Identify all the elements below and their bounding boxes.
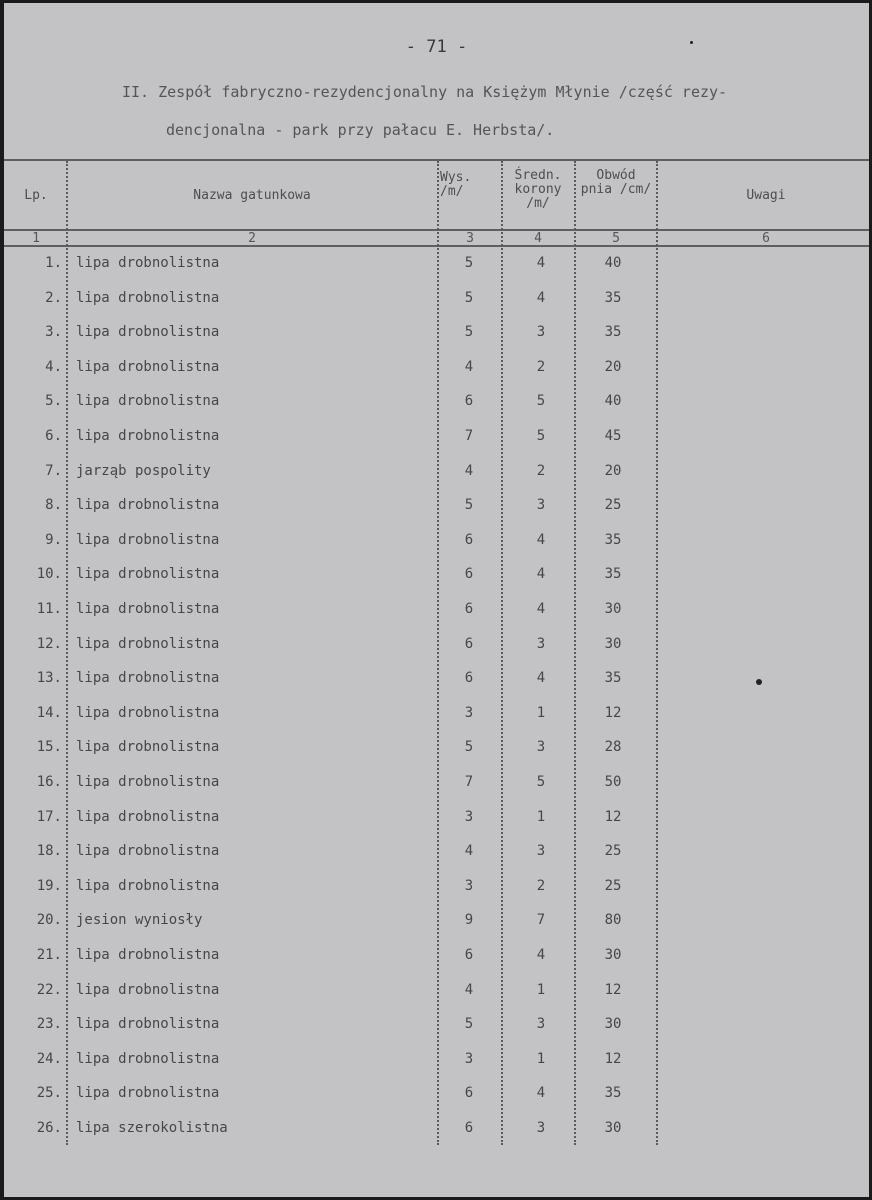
row-number: 13.: [36, 670, 62, 687]
row-number: 17.: [36, 808, 62, 825]
species-name: lipa drobnolistna: [76, 497, 220, 514]
height-value: 6: [464, 393, 474, 410]
crown-value: 4: [536, 601, 546, 617]
crown-value: 2: [536, 462, 546, 479]
circumference-value: 20: [604, 462, 622, 479]
row-number: 4.: [45, 358, 62, 375]
circumference-value: 80: [604, 912, 622, 929]
height-value: 5: [464, 324, 474, 341]
table-row: [4, 359, 869, 393]
circumference-value: 40: [604, 393, 622, 410]
column-number: 4: [534, 231, 542, 246]
crown-value: 3: [536, 635, 546, 652]
circumference-value: 35: [604, 566, 622, 583]
height-value: 5: [464, 497, 474, 514]
table-row: [4, 393, 869, 427]
row-number: 24.: [36, 1050, 62, 1067]
height-value: 9: [464, 912, 474, 929]
row-number: 21.: [36, 947, 62, 963]
table-row: [4, 1120, 869, 1154]
circumference-value: 35: [604, 531, 622, 548]
circumference-value: 12: [604, 704, 622, 721]
species-name: lipa drobnolistna: [76, 393, 220, 410]
height-value: 3: [464, 704, 474, 721]
row-number: 23.: [36, 1016, 62, 1033]
species-name: lipa drobnolistna: [76, 635, 220, 652]
height-value: 5: [464, 289, 474, 306]
row-number: 26.: [36, 1120, 62, 1136]
circumference-value: 12: [604, 808, 622, 825]
table-row: [4, 809, 869, 843]
row-number: 19.: [36, 877, 62, 894]
table-row: [4, 255, 869, 289]
row-number: 18.: [36, 843, 62, 860]
table-row: [4, 1016, 869, 1050]
table-row: [4, 912, 869, 946]
height-value: 6: [464, 1120, 474, 1136]
crown-value: 5: [536, 393, 546, 410]
circumference-value: 28: [604, 739, 622, 756]
circumference-value: 45: [604, 428, 622, 444]
heading-line-2: dencjonalna - park przy pałacu E. Herbsta/.: [166, 121, 555, 139]
species-name: lipa drobnolistna: [76, 358, 220, 375]
column-number: 2: [248, 231, 256, 246]
height-value: 3: [464, 808, 474, 825]
ink-spot: [690, 41, 693, 44]
height-value: 5: [464, 1016, 474, 1033]
column-number: 5: [612, 231, 620, 246]
table-row: [4, 290, 869, 324]
row-number: 22.: [36, 981, 62, 998]
species-name: lipa drobnolistna: [76, 947, 220, 963]
circumference-value: 30: [604, 1120, 622, 1136]
circumference-value: 35: [604, 324, 622, 341]
row-number: 8.: [45, 497, 62, 514]
height-value: 6: [464, 566, 474, 583]
height-value: 6: [464, 947, 474, 963]
row-number: 6.: [45, 428, 62, 444]
species-name: lipa drobnolistna: [76, 981, 220, 998]
crown-value: 5: [536, 428, 546, 444]
crown-value: 7: [536, 912, 546, 929]
crown-value: 1: [536, 808, 546, 825]
row-number: 14.: [36, 704, 62, 721]
species-name: lipa drobnolistna: [76, 739, 220, 756]
table-row: [4, 947, 869, 981]
circumference-value: 20: [604, 358, 622, 375]
circumference-value: 30: [604, 635, 622, 652]
crown-value: 3: [536, 497, 546, 514]
column-number: 6: [762, 231, 770, 246]
species-name: lipa drobnolistna: [76, 877, 220, 894]
height-value: 6: [464, 601, 474, 617]
row-number: 3.: [45, 324, 62, 341]
row-number: 2.: [45, 289, 62, 306]
header-obwod: Obwód pnia /cm/: [580, 168, 652, 197]
height-value: 6: [464, 635, 474, 652]
species-name: lipa drobnolistna: [76, 704, 220, 721]
circumference-value: 35: [604, 1085, 622, 1102]
circumference-value: 35: [604, 670, 622, 687]
circumference-value: 25: [604, 877, 622, 894]
row-number: 10.: [36, 566, 62, 583]
ink-spot: [756, 679, 762, 685]
crown-value: 3: [536, 324, 546, 341]
height-value: 6: [464, 531, 474, 548]
circumference-value: 12: [604, 1050, 622, 1067]
row-number: 16.: [36, 774, 62, 790]
table-row: [4, 739, 869, 773]
table-row: [4, 566, 869, 600]
species-name: lipa szerokolistna: [76, 1120, 228, 1136]
crown-value: 4: [536, 670, 546, 687]
crown-value: 2: [536, 877, 546, 894]
height-value: 4: [464, 981, 474, 998]
crown-value: 4: [536, 1085, 546, 1102]
heading-line-1: II. Zespół fabryczno-rezydencjonalny na Księżym Młynie /część rezy-: [122, 83, 728, 101]
height-value: 6: [464, 1085, 474, 1102]
row-number: 7.: [45, 462, 62, 479]
table-row: [4, 705, 869, 739]
table-row: [4, 636, 869, 670]
crown-value: 1: [536, 1050, 546, 1067]
row-number: 5.: [45, 393, 62, 410]
table-row: [4, 497, 869, 531]
height-value: 6: [464, 670, 474, 687]
species-name: lipa drobnolistna: [76, 289, 220, 306]
circumference-value: 12: [604, 981, 622, 998]
table-row: [4, 532, 869, 566]
circumference-value: 30: [604, 947, 622, 963]
height-value: 5: [464, 739, 474, 756]
height-value: 4: [464, 358, 474, 375]
table-row: [4, 843, 869, 877]
table-row: [4, 670, 869, 704]
header-name: Nazwa gatunkowa: [193, 188, 311, 203]
species-name: jesion wyniosły: [76, 912, 203, 929]
header-wys: Wys. /m/: [440, 170, 472, 199]
species-name: lipa drobnolistna: [76, 566, 220, 583]
header-korona: Średn. korony /m/: [514, 168, 562, 211]
crown-value: 4: [536, 531, 546, 548]
row-number: 25.: [36, 1085, 62, 1102]
crown-value: 3: [536, 843, 546, 860]
species-name: lipa drobnolistna: [76, 428, 220, 444]
species-name: lipa drobnolistna: [76, 1016, 220, 1033]
row-number: 1.: [45, 255, 62, 271]
crown-value: 4: [536, 566, 546, 583]
page-number: - 71 -: [405, 37, 468, 57]
species-name: lipa drobnolistna: [76, 774, 220, 790]
crown-value: 1: [536, 704, 546, 721]
crown-value: 1: [536, 981, 546, 998]
height-value: 5: [464, 255, 474, 271]
height-value: 7: [464, 774, 474, 790]
crown-value: 3: [536, 1120, 546, 1136]
table-row: [4, 428, 869, 462]
species-name: jarząb pospolity: [76, 462, 211, 479]
table-row: [4, 1051, 869, 1085]
species-name: lipa drobnolistna: [76, 670, 220, 687]
circumference-value: 25: [604, 843, 622, 860]
row-number: 11.: [36, 601, 62, 617]
table-row: [4, 601, 869, 635]
height-value: 4: [464, 843, 474, 860]
crown-value: 4: [536, 255, 546, 271]
row-number: 12.: [36, 635, 62, 652]
circumference-value: 40: [604, 255, 622, 271]
species-name: lipa drobnolistna: [76, 1050, 220, 1067]
species-name: lipa drobnolistna: [76, 1085, 220, 1102]
height-value: 4: [464, 462, 474, 479]
column-number: 3: [466, 231, 474, 246]
species-name: lipa drobnolistna: [76, 808, 220, 825]
table-row: [4, 982, 869, 1016]
column-number: 1: [32, 231, 40, 246]
crown-value: 3: [536, 1016, 546, 1033]
header-lp: Lp.: [24, 188, 48, 203]
row-number: 15.: [36, 739, 62, 756]
height-value: 3: [464, 877, 474, 894]
species-name: lipa drobnolistna: [76, 531, 220, 548]
circumference-value: 50: [604, 774, 622, 790]
circumference-value: 25: [604, 497, 622, 514]
circumference-value: 30: [604, 1016, 622, 1033]
table-row: [4, 774, 869, 808]
crown-value: 4: [536, 947, 546, 963]
section-heading: [122, 73, 842, 149]
table-row: [4, 463, 869, 497]
header-uwagi: Uwagi: [746, 188, 786, 203]
circumference-value: 35: [604, 289, 622, 306]
height-value: 7: [464, 428, 474, 444]
crown-value: 2: [536, 358, 546, 375]
species-name: lipa drobnolistna: [76, 843, 220, 860]
table-row: [4, 324, 869, 358]
crown-value: 5: [536, 774, 546, 790]
crown-value: 3: [536, 739, 546, 756]
crown-value: 4: [536, 289, 546, 306]
row-number: 9.: [45, 531, 62, 548]
table-row: [4, 878, 869, 912]
table-row: [4, 1085, 869, 1119]
species-name: lipa drobnolistna: [76, 324, 220, 341]
species-name: lipa drobnolistna: [76, 255, 220, 271]
species-name: lipa drobnolistna: [76, 601, 220, 617]
circumference-value: 30: [604, 601, 622, 617]
row-number: 20.: [36, 912, 62, 929]
height-value: 3: [464, 1050, 474, 1067]
